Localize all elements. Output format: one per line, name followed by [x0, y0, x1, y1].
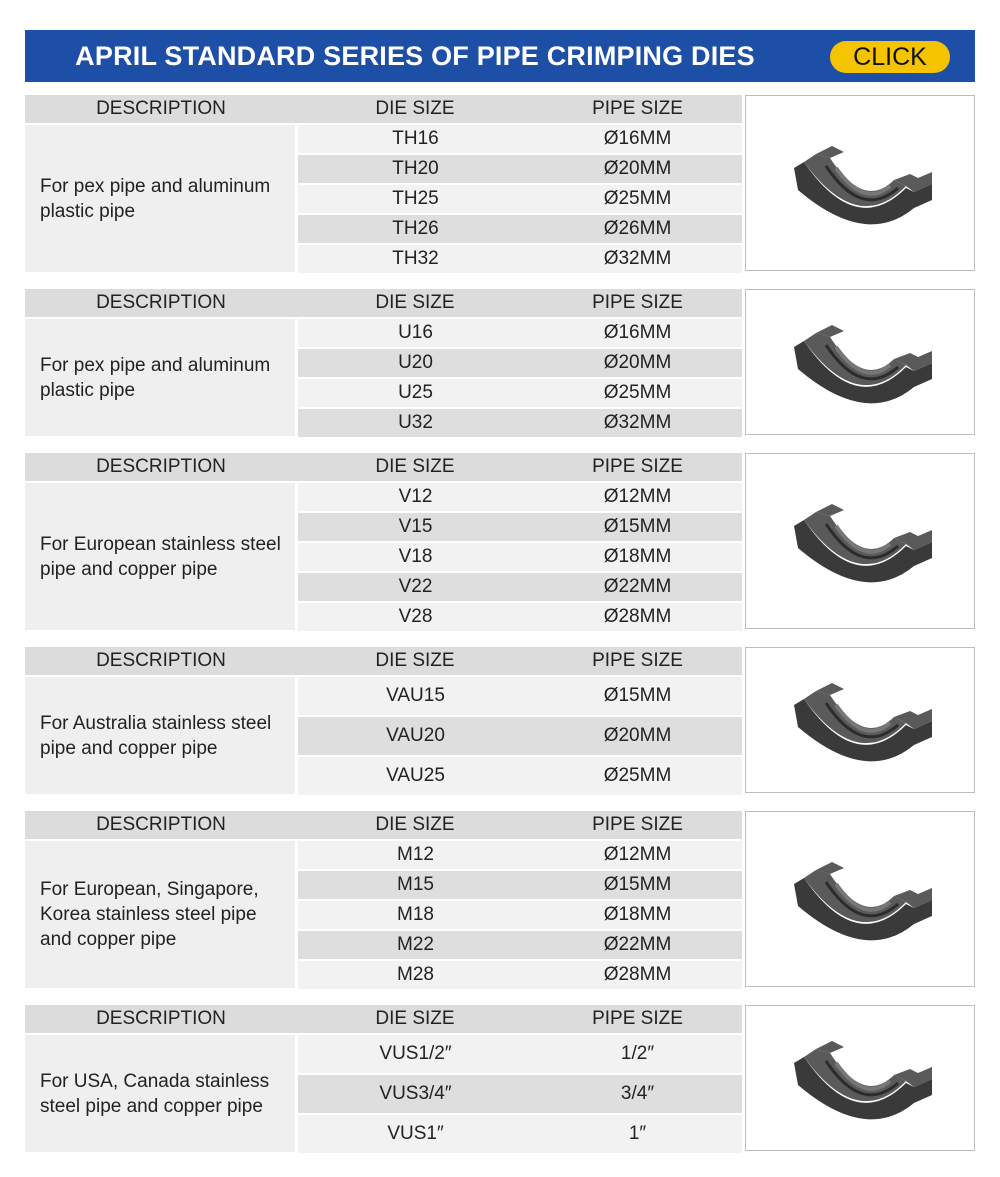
pipe-size-cell: Ø15MM [603, 685, 672, 706]
die-image [745, 811, 975, 987]
pipe-size-cell: Ø16MM [603, 322, 672, 343]
pipe-size-cell: Ø20MM [603, 352, 672, 373]
pipe-size-cell: Ø12MM [603, 486, 672, 507]
description-cell [25, 841, 295, 988]
header-pipe-size: PIPE SIZE [592, 1008, 683, 1029]
table-header-row [25, 453, 742, 481]
description-text: For pex pipe and aluminum plastic pipe [40, 175, 271, 222]
pipe-size-cell: 1″ [628, 1123, 647, 1144]
description-text: For European, Singapore, Korea stainless steel pipe and copper pipe [40, 879, 259, 950]
header-die-size: DIE SIZE [375, 456, 455, 477]
header-pipe-size: PIPE SIZE [592, 98, 683, 119]
pipe-size-cell: Ø20MM [603, 158, 672, 179]
die-size-cell: VAU15 [386, 685, 445, 706]
die-size-cell: V28 [398, 606, 433, 627]
header-die-size: DIE SIZE [375, 650, 455, 671]
table-row [298, 1115, 742, 1153]
description-text: For Australia stainless steel pipe and copper pipe [40, 712, 272, 759]
pipe-size-cell: Ø28MM [603, 964, 672, 985]
page-title: APRIL STANDARD SERIES OF PIPE CRIMPING DIES [75, 41, 755, 71]
table-row [298, 409, 742, 437]
crimping-die-vau-icon [786, 665, 936, 775]
table-row [298, 1075, 742, 1113]
description-cell [25, 483, 295, 630]
header-description: DESCRIPTION [96, 98, 226, 119]
table-row [298, 603, 742, 631]
pipe-size-cell: 3/4″ [620, 1083, 655, 1104]
crimping-die-v-icon [786, 486, 936, 596]
table-row [298, 961, 742, 989]
table-row [298, 841, 742, 869]
die-image [745, 647, 975, 793]
description-cell [25, 125, 295, 272]
die-image [745, 1005, 975, 1151]
header-description: DESCRIPTION [96, 1008, 226, 1029]
table-row [298, 245, 742, 273]
header-die-size: DIE SIZE [375, 292, 455, 313]
die-section [25, 95, 975, 271]
table-row [298, 543, 742, 571]
pipe-size-cell: 1/2″ [620, 1043, 655, 1064]
table-row [298, 125, 742, 153]
table-row [298, 379, 742, 407]
title-banner [25, 30, 975, 82]
header-pipe-size: PIPE SIZE [592, 814, 683, 835]
die-section [25, 811, 975, 987]
table-row [298, 931, 742, 959]
header-description: DESCRIPTION [96, 456, 226, 477]
header-die-size: DIE SIZE [375, 1008, 455, 1029]
die-size-cell: M28 [397, 964, 434, 985]
table-row [298, 573, 742, 601]
pipe-size-cell: Ø32MM [603, 248, 672, 269]
table-row [298, 677, 742, 715]
crimping-die-m-icon [786, 844, 936, 954]
description-text: For pex pipe and aluminum plastic pipe [40, 354, 271, 401]
pipe-size-cell: Ø18MM [603, 546, 672, 567]
table-header-row [25, 811, 742, 839]
die-size-cell: U16 [398, 322, 433, 343]
header-description: DESCRIPTION [96, 650, 226, 671]
table-row [298, 349, 742, 377]
pipe-size-cell: Ø25MM [603, 382, 672, 403]
die-size-cell: V22 [398, 576, 433, 597]
die-size-cell: VAU20 [386, 725, 445, 746]
die-section [25, 453, 975, 629]
die-size-cell: U25 [398, 382, 433, 403]
table-header-row [25, 647, 742, 675]
table-row [298, 871, 742, 899]
pipe-size-cell: Ø12MM [603, 844, 672, 865]
table-row [298, 215, 742, 243]
pipe-size-cell: Ø22MM [603, 576, 672, 597]
die-size-cell: U20 [398, 352, 433, 373]
pipe-size-cell: Ø20MM [603, 725, 672, 746]
description-cell [25, 319, 295, 436]
table-row [298, 1035, 742, 1073]
header-description: DESCRIPTION [96, 814, 226, 835]
pipe-size-cell: Ø16MM [603, 128, 672, 149]
crimping-die-u-icon [786, 307, 936, 417]
die-size-cell: M12 [397, 844, 434, 865]
pipe-size-cell: Ø15MM [603, 874, 672, 895]
table-row [298, 483, 742, 511]
pipe-size-cell: Ø25MM [603, 188, 672, 209]
die-size-cell: TH16 [392, 128, 439, 149]
description-cell [25, 677, 295, 794]
pipe-size-cell: Ø15MM [603, 516, 672, 537]
header-pipe-size: PIPE SIZE [592, 292, 683, 313]
table-row [298, 319, 742, 347]
die-section [25, 1005, 975, 1151]
header-die-size: DIE SIZE [375, 98, 455, 119]
header-die-size: DIE SIZE [375, 814, 455, 835]
die-size-cell: V12 [398, 486, 433, 507]
die-section [25, 289, 975, 435]
die-image [745, 453, 975, 629]
die-size-cell: V15 [398, 516, 433, 537]
die-size-cell: VUS3/4″ [379, 1083, 452, 1104]
pipe-size-cell: Ø18MM [603, 904, 672, 925]
die-size-cell: U32 [398, 412, 433, 433]
die-image [745, 289, 975, 435]
die-size-cell: TH20 [392, 158, 439, 179]
crimping-die-th-icon [786, 128, 936, 238]
table-row [298, 155, 742, 183]
header-pipe-size: PIPE SIZE [592, 456, 683, 477]
table-header-row [25, 1005, 742, 1033]
pipe-size-cell: Ø22MM [603, 934, 672, 955]
table-row [298, 717, 742, 755]
die-image [745, 95, 975, 271]
table-row [298, 185, 742, 213]
die-size-cell: TH25 [392, 188, 439, 209]
pipe-size-cell: Ø32MM [603, 412, 672, 433]
description-text: For USA, Canada stainless steel pipe and copper pipe [40, 1070, 270, 1117]
table-row [298, 513, 742, 541]
die-size-cell: M22 [397, 934, 434, 955]
description-cell [25, 1035, 295, 1152]
die-size-cell: M15 [397, 874, 434, 895]
pipe-size-cell: Ø25MM [603, 765, 672, 786]
header-pipe-size: PIPE SIZE [592, 650, 683, 671]
crimping-die-vus-icon [786, 1023, 936, 1133]
table-row [298, 757, 742, 795]
die-size-cell: TH26 [392, 218, 439, 239]
die-size-cell: TH32 [392, 248, 439, 269]
die-size-cell: M18 [397, 904, 434, 925]
description-text: For European stainless steel pipe and copper pipe [40, 533, 281, 580]
table-header-row [25, 95, 742, 123]
header-description: DESCRIPTION [96, 292, 226, 313]
pipe-size-cell: Ø28MM [603, 606, 672, 627]
pipe-size-cell: Ø26MM [603, 218, 672, 239]
die-size-cell: V18 [398, 546, 433, 567]
table-header-row [25, 289, 742, 317]
table-row [298, 901, 742, 929]
die-size-cell: VUS1″ [387, 1123, 444, 1144]
die-size-cell: VUS1/2″ [379, 1043, 452, 1064]
die-size-cell: VAU25 [386, 765, 445, 786]
click-button[interactable]: CLICK [830, 41, 950, 73]
die-section [25, 647, 975, 793]
